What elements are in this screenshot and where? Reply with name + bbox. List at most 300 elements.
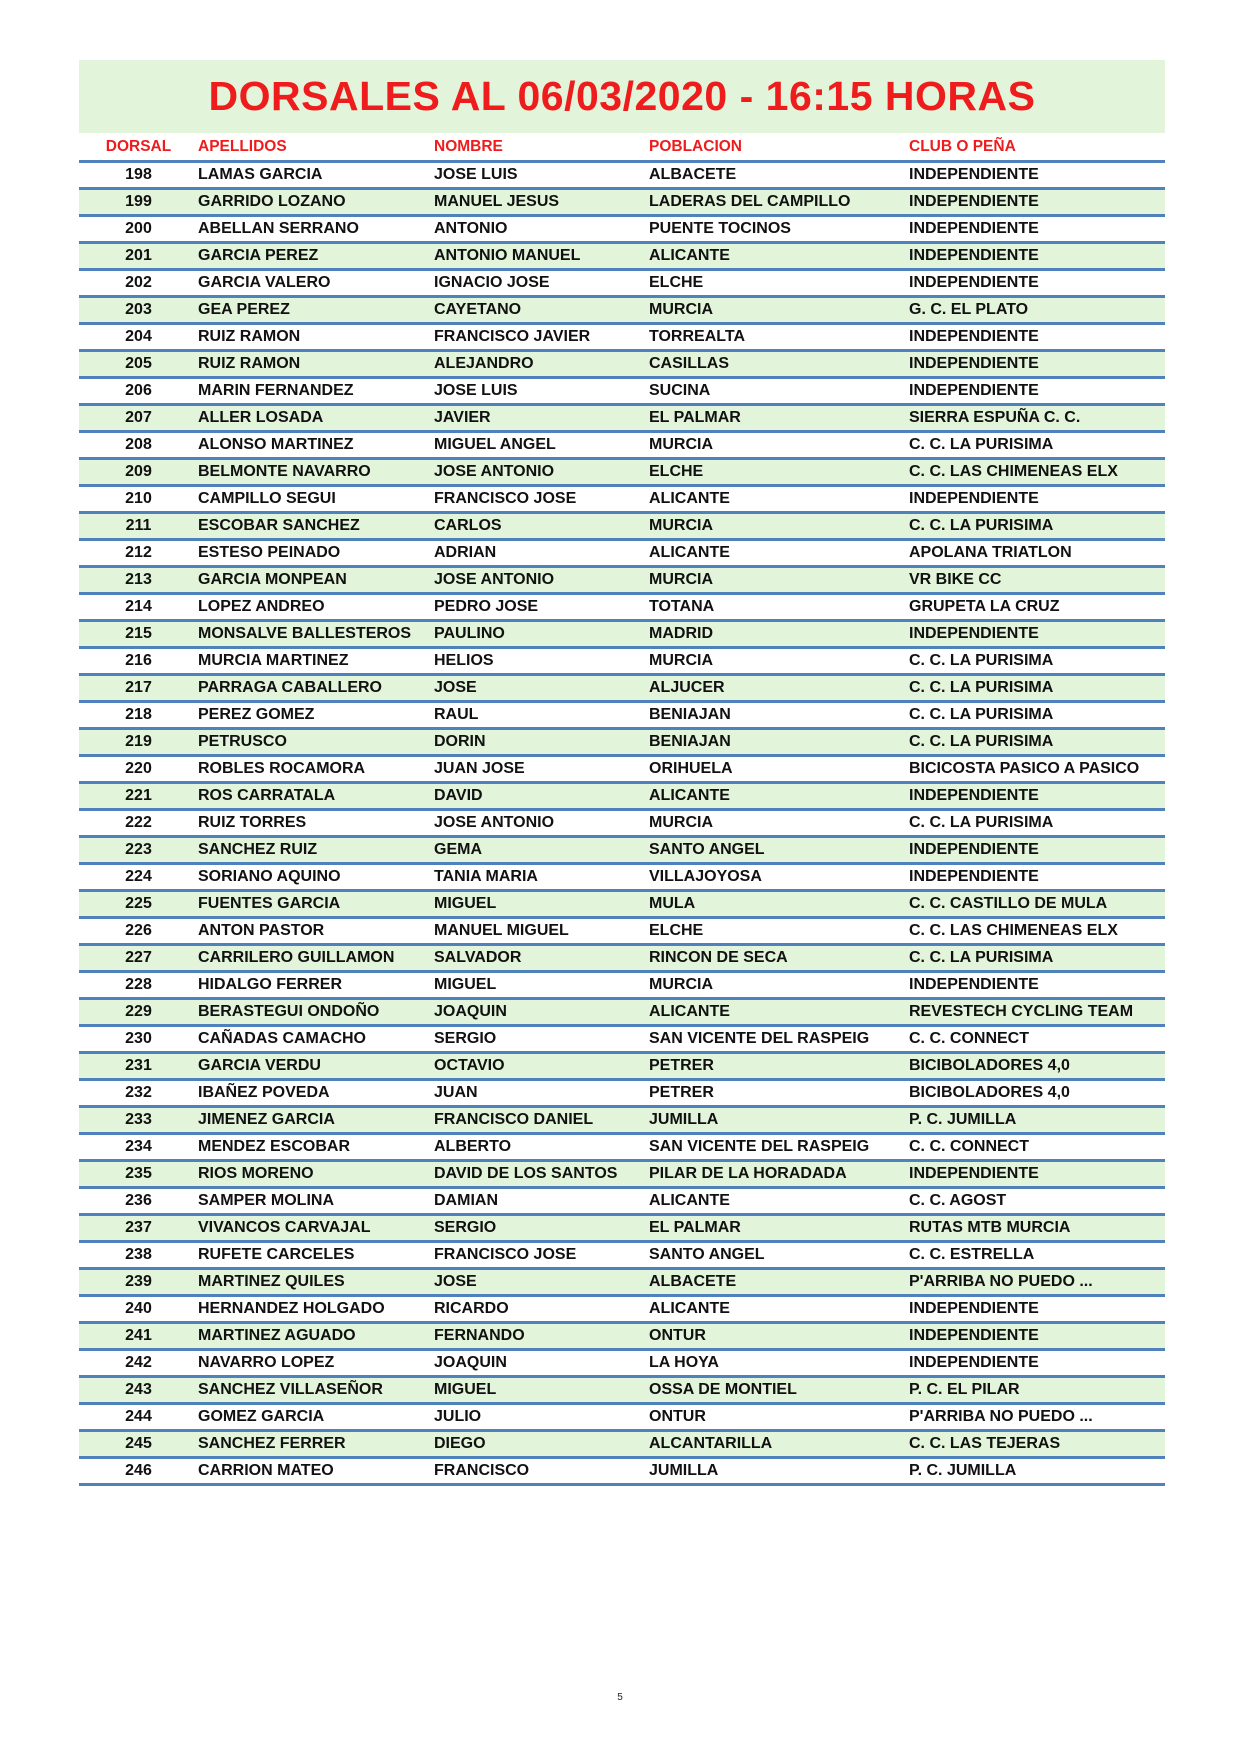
table-row xyxy=(79,946,1165,973)
table-row xyxy=(79,271,1165,298)
cell-club: BICICOSTA PASICO A PASICO xyxy=(909,760,1140,777)
cell-club: INDEPENDIENTE xyxy=(909,868,1039,885)
cell-poblacion: ALICANTE xyxy=(649,247,730,264)
cell-nombre: JUAN xyxy=(434,1084,478,1101)
cell-poblacion: SAN VICENTE DEL RASPEIG xyxy=(649,1138,870,1155)
cell-dorsal: 242 xyxy=(125,1354,152,1371)
cell-dorsal: 210 xyxy=(125,490,152,507)
table-row xyxy=(79,1351,1165,1378)
cell-club: BICIBOLADORES 4,0 xyxy=(909,1057,1070,1074)
cell-nombre: RICARDO xyxy=(434,1300,509,1317)
cell-club: C. C. LA PURISIMA xyxy=(909,517,1054,534)
cell-nombre: FRANCISCO xyxy=(434,1462,530,1479)
table-row xyxy=(79,433,1165,460)
cell-nombre: DAVID xyxy=(434,787,483,804)
cell-club: INDEPENDIENTE xyxy=(909,355,1039,372)
cell-dorsal: 221 xyxy=(125,787,152,804)
cell-apellidos: CARRION MATEO xyxy=(198,1462,334,1479)
cell-nombre: ALEJANDRO xyxy=(434,355,534,372)
cell-nombre: JOAQUIN xyxy=(434,1354,507,1371)
cell-nombre: FERNANDO xyxy=(434,1327,525,1344)
cell-dorsal: 240 xyxy=(125,1300,152,1317)
cell-club: C. C. CONNECT xyxy=(909,1138,1029,1155)
cell-nombre: FRANCISCO DANIEL xyxy=(434,1111,594,1128)
table-row xyxy=(79,568,1165,595)
header-nombre: NOMBRE xyxy=(434,137,503,155)
cell-apellidos: VIVANCOS CARVAJAL xyxy=(198,1219,371,1236)
cell-dorsal: 202 xyxy=(125,274,152,291)
cell-nombre: JOSE LUIS xyxy=(434,382,518,399)
cell-nombre: MIGUEL xyxy=(434,976,497,993)
cell-poblacion: ALCANTARILLA xyxy=(649,1435,773,1452)
table-row xyxy=(79,1000,1165,1027)
cell-nombre: OCTAVIO xyxy=(434,1057,505,1074)
cell-club: G. C. EL PLATO xyxy=(909,301,1029,318)
cell-poblacion: OSSA DE MONTIEL xyxy=(649,1381,797,1398)
cell-apellidos: PETRUSCO xyxy=(198,733,287,750)
cell-apellidos: SANCHEZ RUIZ xyxy=(198,841,318,858)
cell-dorsal: 228 xyxy=(125,976,152,993)
table-row xyxy=(79,892,1165,919)
cell-apellidos: RUIZ TORRES xyxy=(198,814,307,831)
cell-nombre: ANTONIO xyxy=(434,220,508,237)
cell-club: C. C. LA PURISIMA xyxy=(909,733,1054,750)
cell-club: INDEPENDIENTE xyxy=(909,625,1039,642)
cell-poblacion: MURCIA xyxy=(649,814,713,831)
table-header xyxy=(79,133,1165,163)
cell-poblacion: MURCIA xyxy=(649,571,713,588)
table-row xyxy=(79,676,1165,703)
cell-poblacion: TORREALTA xyxy=(649,328,745,345)
cell-poblacion: ELCHE xyxy=(649,922,704,939)
cell-poblacion: PETRER xyxy=(649,1084,714,1101)
cell-nombre: HELIOS xyxy=(434,652,494,669)
header-club: CLUB O PEÑA xyxy=(909,137,1016,155)
cell-club: INDEPENDIENTE xyxy=(909,274,1039,291)
cell-dorsal: 241 xyxy=(125,1327,152,1344)
cell-club: REVESTECH CYCLING TEAM xyxy=(909,1003,1134,1020)
cell-apellidos: GARCIA PEREZ xyxy=(198,247,319,264)
cell-dorsal: 209 xyxy=(125,463,152,480)
cell-apellidos: GARCIA MONPEAN xyxy=(198,571,347,588)
cell-apellidos: ANTON PASTOR xyxy=(198,922,325,939)
cell-poblacion: EL PALMAR xyxy=(649,409,741,426)
cell-dorsal: 213 xyxy=(125,571,152,588)
cell-club: P. C. JUMILLA xyxy=(909,1111,1017,1128)
cell-apellidos: MURCIA MARTINEZ xyxy=(198,652,349,669)
cell-dorsal: 233 xyxy=(125,1111,152,1128)
cell-nombre: SALVADOR xyxy=(434,949,522,966)
table-row xyxy=(79,1405,1165,1432)
cell-nombre: TANIA MARIA xyxy=(434,868,538,885)
cell-poblacion: VILLAJOYOSA xyxy=(649,868,762,885)
cell-apellidos: JIMENEZ GARCIA xyxy=(198,1111,335,1128)
table-row xyxy=(79,730,1165,757)
header-poblacion: POBLACION xyxy=(649,137,742,155)
cell-nombre: SERGIO xyxy=(434,1030,497,1047)
cell-apellidos: MARIN FERNANDEZ xyxy=(198,382,354,399)
cell-club: RUTAS MTB MURCIA xyxy=(909,1219,1071,1236)
table-row xyxy=(79,1027,1165,1054)
cell-dorsal: 199 xyxy=(125,193,152,210)
cell-apellidos: PEREZ GOMEZ xyxy=(198,706,315,723)
cell-club: APOLANA TRIATLON xyxy=(909,544,1072,561)
table-row xyxy=(79,649,1165,676)
cell-poblacion: ALICANTE xyxy=(649,1192,730,1209)
cell-club: C. C. LA PURISIMA xyxy=(909,706,1054,723)
cell-apellidos: CARRILERO GUILLAMON xyxy=(198,949,395,966)
cell-club: INDEPENDIENTE xyxy=(909,787,1039,804)
cell-club: INDEPENDIENTE xyxy=(909,382,1039,399)
table-row xyxy=(79,406,1165,433)
cell-poblacion: ONTUR xyxy=(649,1327,706,1344)
cell-poblacion: MURCIA xyxy=(649,517,713,534)
table-row xyxy=(79,811,1165,838)
cell-dorsal: 235 xyxy=(125,1165,152,1182)
cell-apellidos: MARTINEZ QUILES xyxy=(198,1273,345,1290)
cell-poblacion: ELCHE xyxy=(649,463,704,480)
cell-apellidos: ABELLAN SERRANO xyxy=(198,220,359,237)
table-row xyxy=(79,1135,1165,1162)
cell-club: P. C. EL PILAR xyxy=(909,1381,1020,1398)
cell-apellidos: ALLER LOSADA xyxy=(198,409,324,426)
cell-poblacion: RINCON DE SECA xyxy=(649,949,788,966)
cell-club: C. C. LAS CHIMENEAS ELX xyxy=(909,463,1118,480)
cell-poblacion: ALICANTE xyxy=(649,490,730,507)
cell-club: C. C. CASTILLO DE MULA xyxy=(909,895,1108,912)
cell-dorsal: 217 xyxy=(125,679,152,696)
table-row xyxy=(79,1081,1165,1108)
cell-apellidos: RUIZ RAMON xyxy=(198,328,301,345)
cell-apellidos: HERNANDEZ HOLGADO xyxy=(198,1300,385,1317)
cell-club: GRUPETA LA CRUZ xyxy=(909,598,1060,615)
cell-nombre: PAULINO xyxy=(434,625,505,642)
page-number: 5 xyxy=(617,1692,623,1703)
cell-dorsal: 218 xyxy=(125,706,152,723)
cell-nombre: MANUEL MIGUEL xyxy=(434,922,569,939)
table-row xyxy=(79,919,1165,946)
cell-dorsal: 200 xyxy=(125,220,152,237)
cell-apellidos: GARRIDO LOZANO xyxy=(198,193,346,210)
cell-club: INDEPENDIENTE xyxy=(909,328,1039,345)
cell-apellidos: RUIZ RAMON xyxy=(198,355,301,372)
table-row xyxy=(79,865,1165,892)
cell-nombre: ALBERTO xyxy=(434,1138,512,1155)
cell-apellidos: HIDALGO FERRER xyxy=(198,976,342,993)
table-row xyxy=(79,703,1165,730)
cell-club: C. C. AGOST xyxy=(909,1192,1007,1209)
cell-poblacion: PUENTE TOCINOS xyxy=(649,220,791,237)
table-row xyxy=(79,244,1165,271)
cell-dorsal: 231 xyxy=(125,1057,152,1074)
cell-apellidos: RUFETE CARCELES xyxy=(198,1246,355,1263)
cell-dorsal: 212 xyxy=(125,544,152,561)
cell-dorsal: 234 xyxy=(125,1138,152,1155)
cell-dorsal: 220 xyxy=(125,760,152,777)
cell-dorsal: 201 xyxy=(125,247,152,264)
cell-poblacion: EL PALMAR xyxy=(649,1219,741,1236)
cell-nombre: ADRIAN xyxy=(434,544,497,561)
cell-apellidos: FUENTES GARCIA xyxy=(198,895,341,912)
cell-club: C. C. LAS TEJERAS xyxy=(909,1435,1061,1452)
cell-nombre: JOSE xyxy=(434,1273,477,1290)
cell-apellidos: ESCOBAR SANCHEZ xyxy=(198,517,360,534)
table-row xyxy=(79,379,1165,406)
cell-poblacion: JUMILLA xyxy=(649,1111,719,1128)
cell-apellidos: GARCIA VALERO xyxy=(198,274,331,291)
table-row xyxy=(79,487,1165,514)
cell-dorsal: 206 xyxy=(125,382,152,399)
cell-poblacion: ALICANTE xyxy=(649,544,730,561)
cell-club: INDEPENDIENTE xyxy=(909,976,1039,993)
cell-apellidos: LAMAS GARCIA xyxy=(198,166,323,183)
table-row xyxy=(79,1054,1165,1081)
cell-club: VR BIKE CC xyxy=(909,571,1002,588)
cell-nombre: CARLOS xyxy=(434,517,502,534)
table-row xyxy=(79,1432,1165,1459)
cell-poblacion: BENIAJAN xyxy=(649,733,731,750)
table-row xyxy=(79,190,1165,217)
cell-apellidos: CAÑADAS CAMACHO xyxy=(198,1030,366,1047)
document-page xyxy=(79,60,1165,1486)
cell-poblacion: ALBACETE xyxy=(649,166,737,183)
cell-apellidos: ESTESO PEINADO xyxy=(198,544,341,561)
cell-nombre: DAMIAN xyxy=(434,1192,498,1209)
table-row xyxy=(79,1324,1165,1351)
table-row xyxy=(79,1189,1165,1216)
cell-apellidos: MENDEZ ESCOBAR xyxy=(198,1138,351,1155)
cell-nombre: MANUEL JESUS xyxy=(434,193,560,210)
table-row xyxy=(79,622,1165,649)
cell-nombre: JOSE LUIS xyxy=(434,166,518,183)
cell-nombre: MIGUEL ANGEL xyxy=(434,436,556,453)
cell-nombre: SERGIO xyxy=(434,1219,497,1236)
table-row xyxy=(79,1108,1165,1135)
header-dorsal: DORSAL xyxy=(105,137,172,155)
cell-poblacion: SUCINA xyxy=(649,382,711,399)
cell-nombre: MIGUEL xyxy=(434,1381,497,1398)
cell-dorsal: 229 xyxy=(125,1003,152,1020)
table-row xyxy=(79,217,1165,244)
page-title: DORSALES AL 06/03/2020 - 16:15 HORAS xyxy=(208,73,1036,119)
cell-poblacion: ELCHE xyxy=(649,274,704,291)
cell-poblacion: CASILLAS xyxy=(649,355,729,372)
cell-club: P. C. JUMILLA xyxy=(909,1462,1017,1479)
cell-dorsal: 226 xyxy=(125,922,152,939)
cell-club: INDEPENDIENTE xyxy=(909,1327,1039,1344)
cell-dorsal: 207 xyxy=(125,409,152,426)
cell-poblacion: TOTANA xyxy=(649,598,715,615)
table-row xyxy=(79,757,1165,784)
cell-nombre: DIEGO xyxy=(434,1435,486,1452)
cell-apellidos: GEA PEREZ xyxy=(198,301,290,318)
cell-nombre: JAVIER xyxy=(434,409,491,426)
cell-poblacion: ALICANTE xyxy=(649,787,730,804)
cell-nombre: JOAQUIN xyxy=(434,1003,507,1020)
cell-nombre: DORIN xyxy=(434,733,486,750)
cell-nombre: CAYETANO xyxy=(434,301,522,318)
cell-club: BICIBOLADORES 4,0 xyxy=(909,1084,1070,1101)
cell-apellidos: PARRAGA CABALLERO xyxy=(198,679,382,696)
cell-club: P'ARRIBA NO PUEDO ... xyxy=(909,1273,1093,1290)
cell-dorsal: 208 xyxy=(125,436,152,453)
title-band xyxy=(79,60,1165,133)
cell-club: C. C. CONNECT xyxy=(909,1030,1029,1047)
cell-apellidos: GOMEZ GARCIA xyxy=(198,1408,325,1425)
cell-nombre: MIGUEL xyxy=(434,895,497,912)
table-row xyxy=(79,298,1165,325)
cell-dorsal: 216 xyxy=(125,652,152,669)
cell-apellidos: BELMONTE NAVARRO xyxy=(198,463,371,480)
cell-poblacion: MULA xyxy=(649,895,696,912)
cell-poblacion: LA HOYA xyxy=(649,1354,719,1371)
cell-apellidos: GARCIA VERDU xyxy=(198,1057,321,1074)
cell-poblacion: ALICANTE xyxy=(649,1300,730,1317)
table-body xyxy=(79,163,1165,1486)
cell-poblacion: ALJUCER xyxy=(649,679,725,696)
cell-poblacion: MURCIA xyxy=(649,436,713,453)
cell-dorsal: 236 xyxy=(125,1192,152,1209)
cell-club: P'ARRIBA NO PUEDO ... xyxy=(909,1408,1093,1425)
cell-poblacion: JUMILLA xyxy=(649,1462,719,1479)
cell-dorsal: 203 xyxy=(125,301,152,318)
table-row xyxy=(79,325,1165,352)
cell-poblacion: SAN VICENTE DEL RASPEIG xyxy=(649,1030,870,1047)
cell-poblacion: SANTO ANGEL xyxy=(649,1246,765,1263)
table-row xyxy=(79,838,1165,865)
cell-poblacion: MURCIA xyxy=(649,301,713,318)
cell-apellidos: BERASTEGUI ONDOÑO xyxy=(198,1003,380,1020)
cell-apellidos: CAMPILLO SEGUI xyxy=(198,490,336,507)
cell-poblacion: BENIAJAN xyxy=(649,706,731,723)
cell-club: SIERRA ESPUÑA C. C. xyxy=(909,409,1081,426)
cell-nombre: ANTONIO MANUEL xyxy=(434,247,581,264)
cell-club: INDEPENDIENTE xyxy=(909,166,1039,183)
cell-dorsal: 205 xyxy=(125,355,152,372)
cell-nombre: JOSE xyxy=(434,679,477,696)
cell-poblacion: MURCIA xyxy=(649,976,713,993)
cell-dorsal: 227 xyxy=(125,949,152,966)
cell-poblacion: SANTO ANGEL xyxy=(649,841,765,858)
cell-dorsal: 237 xyxy=(125,1219,152,1236)
cell-club: C. C. LA PURISIMA xyxy=(909,652,1054,669)
cell-club: INDEPENDIENTE xyxy=(909,490,1039,507)
cell-apellidos: MARTINEZ AGUADO xyxy=(198,1327,356,1344)
table-row xyxy=(79,352,1165,379)
cell-nombre: FRANCISCO JOSE xyxy=(434,1246,577,1263)
cell-nombre: PEDRO JOSE xyxy=(434,598,539,615)
cell-club: C. C. LA PURISIMA xyxy=(909,436,1054,453)
cell-nombre: JOSE ANTONIO xyxy=(434,463,555,480)
cell-club: INDEPENDIENTE xyxy=(909,1354,1039,1371)
cell-club: C. C. LAS CHIMENEAS ELX xyxy=(909,922,1118,939)
table-row xyxy=(79,1243,1165,1270)
table-row xyxy=(79,460,1165,487)
cell-dorsal: 239 xyxy=(125,1273,152,1290)
cell-dorsal: 230 xyxy=(125,1030,152,1047)
table-row xyxy=(79,514,1165,541)
cell-dorsal: 246 xyxy=(125,1462,152,1479)
cell-poblacion: ONTUR xyxy=(649,1408,706,1425)
cell-dorsal: 211 xyxy=(125,517,152,534)
header-apellidos: APELLIDOS xyxy=(198,137,287,155)
cell-poblacion: ORIHUELA xyxy=(649,760,733,777)
table-row xyxy=(79,1162,1165,1189)
cell-nombre: JUAN JOSE xyxy=(434,760,525,777)
cell-dorsal: 224 xyxy=(125,868,152,885)
table-row xyxy=(79,784,1165,811)
cell-nombre: JOSE ANTONIO xyxy=(434,571,555,588)
cell-apellidos: ROS CARRATALA xyxy=(198,787,336,804)
cell-apellidos: SORIANO AQUINO xyxy=(198,868,341,885)
cell-club: INDEPENDIENTE xyxy=(909,193,1039,210)
cell-dorsal: 232 xyxy=(125,1084,152,1101)
cell-nombre: DAVID DE LOS SANTOS xyxy=(434,1165,618,1182)
cell-dorsal: 215 xyxy=(125,625,152,642)
table-row xyxy=(79,595,1165,622)
cell-dorsal: 222 xyxy=(125,814,152,831)
cell-apellidos: MONSALVE BALLESTEROS xyxy=(198,625,412,642)
cell-nombre: RAUL xyxy=(434,706,479,723)
cell-apellidos: ROBLES ROCAMORA xyxy=(198,760,366,777)
cell-nombre: GEMA xyxy=(434,841,482,858)
cell-dorsal: 243 xyxy=(125,1381,152,1398)
cell-club: INDEPENDIENTE xyxy=(909,841,1039,858)
table-row xyxy=(79,1378,1165,1405)
cell-club: INDEPENDIENTE xyxy=(909,1300,1039,1317)
cell-apellidos: IBAÑEZ POVEDA xyxy=(198,1084,330,1101)
cell-apellidos: NAVARRO LOPEZ xyxy=(198,1354,335,1371)
cell-nombre: JOSE ANTONIO xyxy=(434,814,555,831)
cell-apellidos: SAMPER MOLINA xyxy=(198,1192,334,1209)
cell-apellidos: SANCHEZ FERRER xyxy=(198,1435,346,1452)
cell-apellidos: SANCHEZ VILLASEÑOR xyxy=(198,1381,383,1398)
cell-poblacion: MADRID xyxy=(649,625,713,642)
cell-dorsal: 244 xyxy=(125,1408,152,1425)
cell-club: C. C. LA PURISIMA xyxy=(909,679,1054,696)
table-row xyxy=(79,541,1165,568)
cell-club: C. C. LA PURISIMA xyxy=(909,949,1054,966)
cell-club: C. C. ESTRELLA xyxy=(909,1246,1035,1263)
cell-poblacion: ALICANTE xyxy=(649,1003,730,1020)
cell-apellidos: RIOS MORENO xyxy=(198,1165,314,1182)
table-row xyxy=(79,1297,1165,1324)
cell-dorsal: 198 xyxy=(125,166,152,183)
cell-club: C. C. LA PURISIMA xyxy=(909,814,1054,831)
cell-club: INDEPENDIENTE xyxy=(909,1165,1039,1182)
cell-apellidos: ALONSO MARTINEZ xyxy=(198,436,354,453)
cell-dorsal: 225 xyxy=(125,895,152,912)
table-row xyxy=(79,1270,1165,1297)
cell-nombre: FRANCISCO JAVIER xyxy=(434,328,591,345)
cell-dorsal: 223 xyxy=(125,841,152,858)
table-row xyxy=(79,973,1165,1000)
cell-poblacion: PETRER xyxy=(649,1057,714,1074)
cell-apellidos: LOPEZ ANDREO xyxy=(198,598,325,615)
cell-dorsal: 204 xyxy=(125,328,152,345)
cell-nombre: FRANCISCO JOSE xyxy=(434,490,577,507)
cell-nombre: JULIO xyxy=(434,1408,482,1425)
table-row xyxy=(79,163,1165,190)
cell-dorsal: 245 xyxy=(125,1435,152,1452)
cell-dorsal: 238 xyxy=(125,1246,152,1263)
cell-dorsal: 214 xyxy=(125,598,152,615)
bib-table xyxy=(79,133,1165,1486)
cell-poblacion: LADERAS DEL CAMPILLO xyxy=(649,193,851,210)
cell-nombre: IGNACIO JOSE xyxy=(434,274,550,291)
cell-dorsal: 219 xyxy=(125,733,152,750)
cell-poblacion: MURCIA xyxy=(649,652,713,669)
